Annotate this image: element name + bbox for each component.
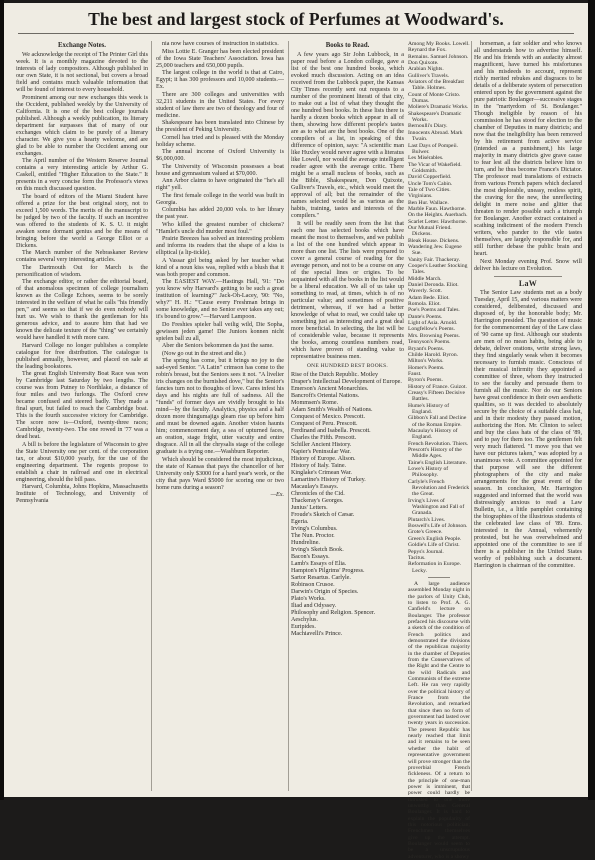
book-title: Vanity Fair. Thackeray.: [408, 256, 461, 263]
paragraph: The Dartmouth Out for March is the personification of wisdom.: [16, 264, 148, 278]
paragraph: The first female college in the world was built in Georgia.: [156, 192, 284, 206]
book-title: Prescott's History of the Middle Ages.: [408, 447, 462, 460]
book-title: Les Misérables.: [408, 155, 444, 162]
book-title: Reynard the Fox.: [408, 47, 447, 54]
book-title: Milton's Works.: [408, 358, 444, 365]
book-title: Marble Faun. Hawthorne.: [408, 205, 466, 212]
book-title: Creasy's Fifteen Decisive Battles.: [408, 389, 465, 403]
book-title: Homer's Poems.: [408, 364, 445, 371]
book-title: Gibbon's Fall and Decline of the Roman Empire.: [408, 415, 467, 428]
book-title: Rise of the Dutch Republic. Motley: [291, 371, 378, 378]
section-heading: Exchange Notes.: [58, 42, 106, 49]
section-heading: LaW: [518, 278, 538, 288]
book-title: Innocents Abroad. Mark Twain.: [408, 129, 463, 143]
banner-rule: [18, 33, 574, 34]
paragraph: Miss Lottie E. Granger has been elected president of the Iowa State Teachers' Association. Iowa has 25,000 teachers and 650,000 pupils.: [156, 48, 284, 69]
book-title: Daniel Deronda. Eliot.: [408, 282, 459, 289]
book-title: Grote's Greece.: [408, 529, 443, 536]
book-title: Faust.: [408, 370, 422, 377]
book-title: Adam Bede. Eliot.: [408, 294, 450, 301]
paragraph: Aber die Seniors bekommen da just the same.: [162, 343, 274, 349]
book-title: Aviators of the Breakfast Table. Holmes.: [408, 79, 464, 92]
book-title: Byron's Poems.: [408, 377, 443, 384]
divider: [428, 577, 450, 578]
paragraph: Prairie Breezes has solved an interesting problem and informs its readers that the shape of a kiss is elliptical (a lip-tickle).: [156, 236, 284, 256]
book-title: Romola. Eliot.: [408, 301, 441, 308]
paragraph: (Now go out in the street and die.): [162, 350, 246, 357]
book-title: Boswell's Life of Johnson.: [408, 523, 468, 530]
paragraph: A Vassar girl being asked by her teacher what kind of a noun kiss was, replied with a blush that it was both proper and common.: [156, 257, 284, 278]
book-title: Our Mutual Friend. Dickens.: [408, 224, 452, 238]
book-title: Schiller Ancient History.: [291, 441, 352, 448]
paragraph: It will be readily seen from the list that each one has selected books which have meant the most to themselves, and we publish a list of the one hundred which appear in more than one list. The lists were prepared to cover a general course of reading for the average person, and not to be a course on any of the special lines or crigies. To be acquainted with all the books in the list would be a liberal education. We all of us take up something to read, at times, which is of no particular value; and sometimes of positive detriment, whereas, if we had a better knowledge of what to read, we could take up something just as interesting and a great deal more beneficial. In selecting, the list will be of considerable value, because it represents the books, among countless numbers read, which have proven of standing value to representative business men.: [291, 220, 404, 360]
book-title: Waverly. Scott.: [408, 288, 443, 295]
book-title: Egeria.: [291, 518, 309, 525]
book-title: Irving's Sketch Book.: [291, 546, 344, 553]
book-title: Emerson's Ancient Monarchies.: [291, 385, 369, 392]
book-title: History of France. Guizot.: [408, 383, 467, 390]
paragraph: Shakespeare has been translated into Chinese by the president of Peking University.: [156, 120, 284, 133]
book-title: Lamb's Essays of Elia.: [291, 560, 347, 567]
book-title: Middle March.: [408, 275, 442, 282]
book-title: Lowe's History of Philosophy.: [408, 466, 449, 479]
book-title: Adam Smith's Wealth of Nations.: [291, 406, 373, 413]
paragraph: horseman, a fair soldier and who knows all understands how to advertise himself. He and his friends with an audacity almost magnificent, have turned his misfortunes and his misdeeds to account, represent richly merited rebukes and disgraces to be details of a deliberate system of persecution entered upon by the government against the pure patriotic Boulanger—successive stages in the "martyrdom of St. Boulanger." Though ineligible by reason of his commission he has stood for election to the chamber of Deputies in many districts; and now that the ineligibility has been removed by his retirement from active service (intended as a punishment,) his large majority in many districts give grave cause to fear lest all the districts believe him to turn, and he thus become France's Dictator. The professor read translations of extracts from various French papers which declared the most deplorable, uneasy, restless spirit, the craving for the new, the unreflecting delight in mere noise and glitter that threaten to render possible such a triumph for Boulanger. Another extract contained a scathing indictment of the modern French writers, who pander to the vile tastes themselves, are largely responsible for, and still further debase the public brain and heart.: [474, 41, 582, 257]
book-title: David Copperfield.: [408, 174, 452, 181]
paragraph: The April number of the Western Reserve Journal contains a very interesting article by Arthur G. Caskell, entitled "Higher Education to the State." It presents in a very concise form the Professor's views on this much discussed question.: [16, 158, 148, 192]
book-title: Shakespeare's Dramatic Works.: [408, 110, 462, 124]
paragraph: The great English University Boat Race was won by Cambridge last Saturday by two lengths. The course was from Putney to Northlake, a distance of four miles and two furlongs. The Oxford crew became confused and steered badly. They made a final spurt, but failed to reach the Cambridge boat. This is the fourth successive victory for Cambridge. The score now is—Oxford, twenty-three races; Cambridge, twenty-two. The one rowed in '77 was a dead heat.: [16, 371, 148, 440]
book-title: Hundreline.: [291, 539, 320, 546]
book-title: Virginians.: [408, 193, 433, 200]
paragraph-list: [474, 290, 582, 570]
book-title: Irving's Lives of Washington and Fall of Granada.: [408, 497, 465, 517]
book-title: Among My Books. Lowell.: [408, 41, 470, 47]
paragraph: Prominent among our new exchanges this week is the Occident, published weekly by the University of California. It is one of the best college journals published. Although a weekly publication, its literary department far surpasses that of many of our exchanges which claim to be purely of a literary character. We give you a hearty welcome, and are glad to be able to number the Occident among our exchanges.: [16, 94, 148, 157]
book-title: Plutarch's Lives.: [408, 516, 446, 523]
book-title: Gulliver's Travels.: [408, 72, 450, 79]
book-title: Tale of Two Cities.: [408, 186, 451, 193]
book-title: Childe Harold. Byron.: [408, 351, 459, 358]
paragraph-list: [408, 581, 470, 860]
book-title: Kinglake's Crimean War.: [291, 469, 352, 476]
paragraph: Next Monday evening Prof. Snow will deliver his lecture on Evolution.: [474, 258, 582, 272]
book-title: Bernoulli's Diary.: [408, 123, 448, 130]
book-title: Ferdinand and Isabella. Prescott.: [291, 427, 371, 434]
paragraph: The annual income of Oxford University is $6,000,000.: [156, 149, 284, 162]
book-title: Conquest of Mexico. Prescott.: [291, 413, 365, 420]
book-title: Aeschylus.: [291, 616, 318, 623]
column-notes-continued: [156, 41, 284, 791]
book-title: Reformation in Europe. Lecky.: [408, 561, 461, 574]
book-title: Philosophy and Religion. Spencer.: [291, 609, 376, 616]
book-title: Bacon's Essays.: [291, 553, 330, 560]
book-title: Longfellow's Poems.: [408, 326, 455, 333]
paragraph: A few years ago Sir John Lubbock, in a paper read before a London college, gave a list of the best one hundred books, which evoked much discussion. Acting on an idea received from the Lubbock paper, the Kansas City Times recently sent out requests to a number of the prominent literati of that city, to make out a list of what they thought the one hundred best books. In these lists there is hardly a dozen books which appear in all of them, showing how different people's tastes are as to what are the best books. One of the compilers of a list, in speaking of this difference of opinion, says: "A scientific man like Huxley would never agree with a literatus like Lowell, nor would the average intelligent reader agree with the average critic. There might be a small nucleus of books, such as the Bible, Shakespeare, Don Quixote, Gulliver's Travels, etc., which would meet the approval of all; but the remainder of the names selected would be as various as the habits, training, tastes and interests of the compilers.": [291, 52, 404, 219]
book-title: Pepys's Journal.: [408, 548, 444, 555]
book-title: Tennyson's Poems.: [408, 339, 451, 346]
book-title: Scarlet Letter. Hawthorne.: [408, 218, 468, 225]
book-title: The Vicar of Wakefield. Goldsmith.: [408, 161, 462, 174]
book-title: Uncle Tom's Cabin.: [408, 180, 453, 187]
column-exchange-notes: [16, 41, 148, 791]
book-list: [291, 372, 404, 638]
paragraph: Harvard College no longer publishes a complete catalogue for free distribution. The catalogue is published annually, however, and placed on sale at the leading bookstores.: [16, 342, 148, 370]
paragraph: Which should be considered the most injudicious, the state of Kansas that pays the chancellor of her University only $3000 for a hard year's work, or the city that pays Ward $5000 for scoring one or two home runs during a season?: [156, 456, 284, 491]
paragraph: The largest college in the world is that at Cairo, Egypt; it has 300 professors and 10,000 students.—Ex.: [156, 70, 284, 90]
book-title: Draper's Intellectual Development of Europe.: [291, 378, 402, 385]
book-title: Green's English People.: [408, 535, 462, 542]
book-title: Cooper's Leather Stocking Tales.: [408, 263, 468, 276]
paragraph: Ann Arbor claims to have originated the "he's all right" yell.: [156, 178, 284, 191]
book-title: Euripides.: [291, 623, 316, 630]
book-title: History of Europe. Alison.: [291, 455, 356, 462]
book-title: Sartor Resartus. Carlyle.: [291, 574, 351, 581]
book-title: Light of Asia. Arnold.: [408, 320, 458, 327]
column-book-list: [408, 41, 470, 860]
paragraph: Columbia has added 20,000 vols. to her library the past year.: [156, 207, 284, 220]
book-title: Poe's Poems and Tales.: [408, 307, 460, 314]
book-title: Last Days of Pompeii. Bulwer.: [408, 142, 459, 155]
book-title: Robinson Crusoe.: [291, 581, 335, 588]
book-title: Darwin's Origin of Species.: [291, 588, 359, 595]
signature: —Ex.: [270, 492, 284, 498]
paragraph: A large audience assembled Monday night in the parlors of Unity Club, to listen to Prof. A. G. Canfield's lecture on Boulanger. The professor prefaced his discourse with a sketch of the condition of French politics and demonstrated the divisions of the republican majority in the chamber of Deputies from the Conservatives of the Right and the Centre to the wild Radicals and Communists of the extreme Left. He ran very rapidly over the political history of France from the Revolution, and remarked that since then no form of government had lasted over twenty years in succession. The present Republic has nearly reached that limit and it remains to be seen whether the habit of representative government will prove stronger than the proverbial French fickleness. Of a return to the principle of one-man power is imminent, that power could hardly be intrusted to one more unworthy than General Boulanger. It is hard to explain the popularity of this notorious politician; Frenchmen themselves give up the attempt. Boulanger would seem to be a unscrupulous adventurer, who is a showy: [408, 580, 470, 860]
paragraph: The board of editors of the Miami Student have offered a prize for the best original story, not to exceed 1,500 words. The merits of the manuscript to be judged by two of the faculty. If such an incentive was offered to the students of K. S. U. it might awaken some dormant genius and be the means of bringing before the world a George Elliot or a Dickens.: [16, 193, 148, 249]
paragraph: The Senior Law students met as a body Tuesday, April 15, and various matters were considered, deliberated, discussed and disposed of, by the honorable body; Mr. Harrington presided. The question of music for the commencement day of the Law class of '90 came up first. Although our students are men of no mean habits, being able to debate, deliver orations, write strong laws, they find singularly weak when it becomes necessary to furnish music. Conscious of their musical infirmity they appointed a committee of three, whom they instructed to see the faculty and persuade them to furnish all the music. Nor do our Seniors have great confidence in their own aesthetic qualities, so it was decided to absolutely secure by the choice of a suitable class hat, and in their modesty they passed motion, authorizing the Hon. Mr. Clinton to select and buy the class hats of the class of '89, and to pay for them too. The gentlemen felt very much flattered. "I move you that we have our pictures taken," was adopted by a unanimous vote. A committee appointed for that purpose will see the different photographers of the city and make arrangements for the great event of the season. In conclusion, Mr. Harrington suggested and informed that the world was distressingly anxious to read a Law Bulletin, i.e., a little pamphlet containing the biographies of the illustrious students of the celebrated law class of '89. Enns. interested in the Annual, vehemently protested, but he was overwhelmed and appointed one of the committee to see if there is a publisher in the United States worthy of publishing such a document. Harrington is chairman of the committee.: [474, 289, 582, 569]
book-title: Napier's Peninsular War.: [291, 448, 351, 455]
column-books-to-read: [291, 41, 404, 791]
paragraph: Who killed the greatest number of chickens? "Hamlet's uncle did murder most foul.": [156, 221, 284, 235]
book-title: Junius' Letters.: [291, 504, 328, 511]
book-title: Bryant's Poems.: [408, 345, 445, 352]
book-title: The Nun. Proctor.: [291, 532, 335, 539]
paragraph: We acknowledge the receipt of The Printer Girl this week. It is a monthly magazine devoted to the interests of lady compositors. Although published in our own State, it is not sectional, but covers a broad field and contains much valuable information that will be found of interest to every household.: [16, 52, 148, 93]
paragraph-list: [16, 52, 148, 505]
book-title: Hume's History of England.: [408, 402, 450, 415]
book-title: Plato's Works.: [291, 595, 326, 602]
book-title: Mrs. Browning Poems.: [408, 332, 460, 339]
column-rule: [471, 41, 472, 791]
column-rule: [288, 41, 289, 791]
paragraph: A bill is before the legislature of Wisconsin to give the State University one per cent. of the corporation tax, or about $10,000 yearly, for the use of the engineering department. The regents propose to establish a chair in railroad and one in electrical engineering, should the bill pass.: [16, 441, 148, 483]
book-title: Bleak House. Dickens.: [408, 237, 460, 244]
book-title: Conquest of Peru. Prescott.: [291, 420, 358, 427]
book-title: Chronicles of the Cid.: [291, 490, 345, 497]
book-title: Charles the Fifth. Prescott.: [291, 434, 357, 441]
sub-heading: ONE HUNDRED BEST BOOKS.: [306, 362, 389, 369]
book-title: Machiavelli's Prince.: [291, 630, 343, 637]
paragraph: The University of Wisconsin possesses a boat house and gymnasium valued at $70,000.: [156, 163, 284, 177]
book-title: Hampton's Pilgrims' Progress.: [291, 567, 365, 574]
book-title: Count of Monte Cristo. Dumas.: [408, 91, 461, 105]
book-title: Macaulay's History of England.: [408, 427, 458, 441]
paragraph: The March number of the Nebraskaner Review contains several very interesting articles.: [16, 250, 148, 263]
scan-edge-right: [588, 0, 595, 800]
paragraph: The spring has come, but it brings no joy to the sad-eyed Senior. "A Latin" crimson has come to the robin's breast, but the Seniors sees it not. "A livelier iris changes on the burnished dove," but the Senior's fancies turn not to thoughts of love. Cares infest his days and his nights are full of sadness. All the "funds" of former days are vividly brought to his mind—by the faculty. Analytics, physics and a half dozen more thingumajigs gleam rise up before him and must be downed again. Another vision haunts him; commencement day, a sea of upturned faces, an oration, stage fright, utter vacuity and entire disgrace. All in all the chrysalis stage of the college graduate is a trying one.—Washburn Reporter.: [156, 358, 284, 455]
paragraph: Cornell has tried and is pleased with the Monday holiday scheme.: [156, 134, 284, 148]
book-title: Moliere's Dramatic Works.: [408, 104, 469, 111]
column-rule: [151, 41, 152, 791]
book-title: Irving's Columbus.: [291, 525, 338, 532]
book-title: French Revolution. Thiers.: [408, 440, 469, 447]
book-title: Don Quixote.: [408, 60, 439, 67]
book-title: Froude's Sketch of Cæsar.: [291, 511, 355, 518]
book-title: Remains. Samuel Johnson.: [408, 53, 469, 60]
paragraph-list: [291, 52, 404, 361]
paragraph: Harvard, Columbia, Johns Hopkins, Massachusetts Institute of Technology, and University of Pennsylvania: [16, 484, 148, 504]
book-title: Mommsen's Rome.: [291, 399, 339, 406]
book-title: History of Italy. Taine.: [291, 462, 347, 469]
book-title: Dante's Poems.: [408, 313, 443, 320]
book-title: Taine's English Literature.: [408, 459, 467, 466]
book-title: Lamartine's History of Turkey.: [291, 476, 366, 483]
paragraph: There are 300 colleges and universities with 32,211 students in the United States. For every student of law there are two of theology and four of medicine.: [156, 91, 284, 119]
paragraph: The EASIEST WAY.—Hastings Hall, '91: "Do you know why Harvard's getting to be such a great institution of learning?" Jack-Oh-Lacey, '90: "No, why?" H. H.: "'Cause every Freshman brings in some knowledge, and no Senior ever takes any out; it's bound to grow."—Harvard Lampoon.: [156, 279, 284, 320]
book-title: Thackeray's Georges.: [291, 497, 344, 504]
book-list: [408, 41, 470, 574]
newspaper-page: [4, 3, 588, 860]
paragraph-list: [474, 41, 582, 273]
section-heading: Books to Read.: [325, 42, 370, 49]
book-title: On the Heights. Auerbach.: [408, 212, 468, 219]
book-title: Arabian Nights.: [408, 66, 444, 73]
paragraph: The exchange editor, or rather the editorial board, of that anomalous specimen of college journalism known as the College Echoes, seems to be sorely interested in the welfare of what he calls "his friendly pen," and seems so that if we do even nobody will hurt us. We wish to thank the gentleman for his generous advice, and to assure him that had we known the delicate texture of the "thing" we certainly would have handled it with more care.: [16, 279, 148, 341]
page-banner: The best and largest stock of Perfumes at Woodward's.: [88, 9, 504, 29]
book-title: Iliad and Odyssey.: [291, 602, 337, 609]
paragraph-list: [156, 41, 284, 492]
divider: [494, 276, 562, 277]
book-title: Bancroft's Oriental Nations.: [291, 392, 360, 399]
book-title: Tacitus.: [408, 554, 426, 561]
column-law: [474, 41, 582, 791]
book-title: Carlyle's French Revolution and Frederick the Great.: [408, 478, 470, 498]
paragraph: nia now have courses of instruction in statistics.: [162, 41, 279, 47]
book-title: Wandering Jew. Eugene Sue.: [408, 244, 462, 257]
paragraph: Do Freshies spieler ball veilig wild, Die Sopha, gewissen jeden game! Die Juniors konnen nicht spielen ball zu all,: [156, 321, 284, 342]
book-title: Goldie's Life of Christ.: [408, 542, 460, 549]
book-title: Ben Hur. Wallace.: [408, 199, 449, 206]
book-title: Macaulay's Essays.: [291, 483, 339, 490]
